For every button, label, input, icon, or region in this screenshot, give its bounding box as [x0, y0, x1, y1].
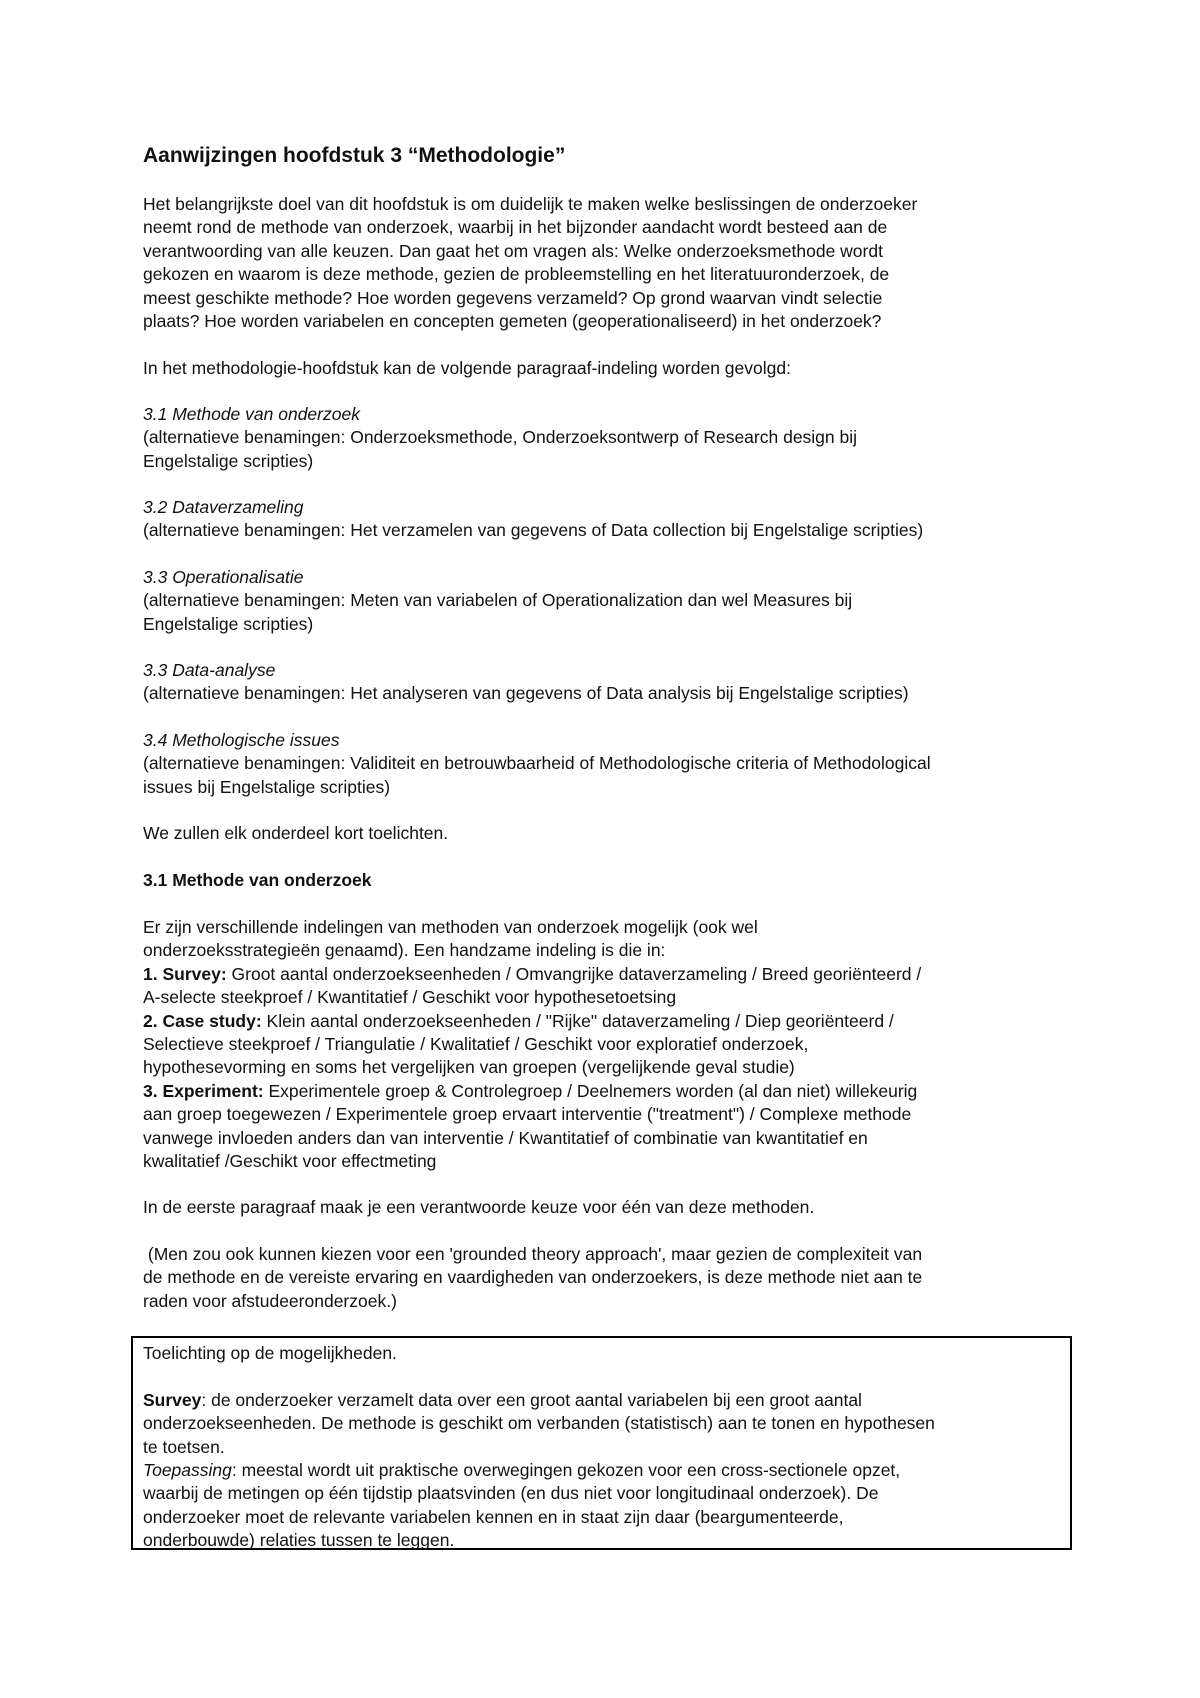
box-survey-text: : de onderzoeker verzamelt data over een groot aantal variabelen bij een groot aantal — [201, 1389, 862, 1410]
box-toepassing-rest: onderbouwde) relaties tussen te leggen. — [143, 1530, 455, 1551]
explanation-box — [131, 1336, 1072, 1550]
method-text: Experimentele groep & Controlegroep / Deelnemers worden (al dan niet) willekeurig — [263, 1080, 918, 1101]
box-survey-label: Survey — [143, 1389, 202, 1410]
intro-line: gekozen en waarom is deze methode, gezien de probleemstelling en het literatuuronderzoek, de — [143, 264, 890, 285]
method-intro-line: Er zijn verschillende indelingen van methoden van onderzoek mogelijk (ook wel — [143, 917, 758, 937]
section-line: (alternatieve benamingen: Validiteit en betrouwbaarheid of Methodologische criteria of Methodological — [143, 753, 931, 774]
method-text-line: A-selecte steekproef / Kwantitatief / Geschikt voor hypothesetoetsing — [143, 987, 677, 1008]
box-survey-line — [143, 1389, 1060, 1412]
choice-note-text: In de eerste paragraaf maak je een verantwoorde keuze voor één van deze methoden. — [143, 1197, 815, 1217]
section-heading: 3.3 Data-analyse — [143, 660, 276, 680]
section-line: Engelstalige scripties) — [143, 450, 314, 471]
section-line: issues bij Engelstalige scripties) — [143, 776, 391, 797]
method-text-line: hypothesevorming en soms het vergelijken van groepen (vergelijkende geval studie) — [143, 1057, 795, 1078]
box-survey-rest: te toetsen. — [143, 1436, 225, 1457]
section-heading: 3.3 Operationalisatie — [143, 567, 304, 587]
section-line: Engelstalige scripties) — [143, 613, 314, 634]
explain-note-text: We zullen elk onderdeel kort toelichten. — [143, 823, 449, 843]
explain-note — [143, 822, 1073, 845]
method-text: Groot aantal onderzoekseenheden / Omvangrijke dataverzameling / Breed georiënteerd / — [226, 963, 922, 984]
outline-section — [143, 496, 1073, 543]
intro-line: neemt rond de methode van onderzoek, waarbij in het bijzonder aandacht wordt besteed aan de — [143, 217, 888, 238]
method-text: Klein aantal onderzoekseenheden / "Rijke" dataverzameling / Diep georiënteerd / — [261, 1010, 894, 1031]
method-text-line: vanwege invloeden anders dan van interventie / Kwantitatief of combinatie van kwantitatief en — [143, 1127, 868, 1148]
outline-section — [143, 659, 1073, 706]
box-toepassing-label: Toepassing — [143, 1460, 232, 1481]
method-heading-block — [143, 869, 1073, 892]
box-toepassing-rest: onderzoeker moet de relevante variabelen kennen en in staat zijn daar (beargumenteerde, — [143, 1506, 844, 1527]
grounded-line: de methode en de vereiste ervaring en vaardigheden van onderzoekers, is deze methode niet aan te — [143, 1267, 923, 1288]
method-item-case-study — [143, 1010, 1073, 1033]
grounded-line: (Men zou ook kunnen kiezen voor een 'grounded theory approach', maar gezien de complexiteit van — [143, 1244, 923, 1264]
box-toepassing-text: : meestal wordt uit praktische overwegingen gekozen voor een cross-sectionele opzet, — [231, 1460, 901, 1481]
section-heading: 3.1 Methode van onderzoek — [143, 404, 360, 424]
method-item-experiment — [143, 1080, 1073, 1103]
method-heading: 3.1 Methode van onderzoek — [143, 870, 372, 890]
box-title: Toelichting op de mogelijkheden. — [143, 1343, 397, 1363]
grounded-line: raden voor afstudeeronderzoek.) — [143, 1290, 397, 1311]
box-toepassing-rest: waarbij de metingen op één tijdstip plaatsvinden (en dus niet voor longitudinaal onderzoek). De — [143, 1483, 879, 1504]
section-line: (alternatieve benamingen: Het analyseren van gegevens of Data analysis bij Engelstalige scripties) — [143, 683, 909, 704]
section-heading: 3.4 Methologische issues — [143, 730, 340, 750]
methods-block — [143, 916, 1073, 1173]
method-label: 1. Survey: — [143, 963, 227, 984]
method-label: 2. Case study: — [143, 1010, 262, 1031]
intro-line: verantwoording van alle keuzen. Dan gaat het om vragen als: Welke onderzoeksmethode wordt — [143, 240, 883, 261]
section-line: (alternatieve benamingen: Meten van variabelen of Operationalization dan wel Measures bij — [143, 590, 853, 611]
outline-intro-text: In het methodologie-hoofdstuk kan de volgende paragraaf-indeling worden gevolgd: — [143, 358, 791, 378]
method-intro-line: onderzoeksstrategieën genaamd). Een handzame indeling is die in: — [143, 940, 666, 961]
method-text-line: kwalitatief /Geschikt voor effectmeting — [143, 1151, 437, 1172]
box-survey-rest: onderzoekseenheden. De methode is geschikt om verbanden (statistisch) aan te tonen en hypothesen — [143, 1413, 935, 1434]
box-spacer — [143, 1365, 1060, 1388]
intro-line: meest geschikte methode? Hoe worden gegevens verzameld? Op grond waarvan vindt selectie — [143, 287, 883, 308]
method-label: 3. Experiment: — [143, 1080, 264, 1101]
intro-line: Het belangrijkste doel van dit hoofdstuk is om duidelijk te maken welke beslissingen de onderzoeker — [143, 194, 918, 214]
outline-intro — [143, 357, 1073, 380]
grounded-theory-paragraph — [143, 1243, 1073, 1313]
box-toepassing-line — [143, 1459, 1060, 1482]
section-heading: 3.2 Dataverzameling — [143, 497, 304, 517]
method-text-line: aan groep toegewezen / Experimentele groep ervaart interventie ("treatment") / Complexe methode — [143, 1104, 912, 1125]
method-text-line: Selectieve steekproef / Triangulatie / Kwalitatief / Geschikt voor exploratief onderzoek, — [143, 1034, 809, 1055]
outline-section — [143, 729, 1073, 799]
section-line: (alternatieve benamingen: Het verzamelen van gegevens of Data collection bij Engelstalige scripties) — [143, 520, 924, 541]
document-title: Aanwijzingen hoofdstuk 3 “Methodologie” — [143, 144, 566, 167]
choice-note — [143, 1196, 1073, 1219]
intro-line: plaats? Hoe worden variabelen en concepten gemeten (geoperationaliseerd) in het onderzoek? — [143, 311, 882, 332]
outline-section — [143, 403, 1073, 473]
outline-section — [143, 566, 1073, 636]
intro-paragraph — [143, 193, 1073, 333]
method-item-survey — [143, 963, 1073, 986]
section-line: (alternatieve benamingen: Onderzoeksmethode, Onderzoeksontwerp of Research design bij — [143, 427, 858, 448]
